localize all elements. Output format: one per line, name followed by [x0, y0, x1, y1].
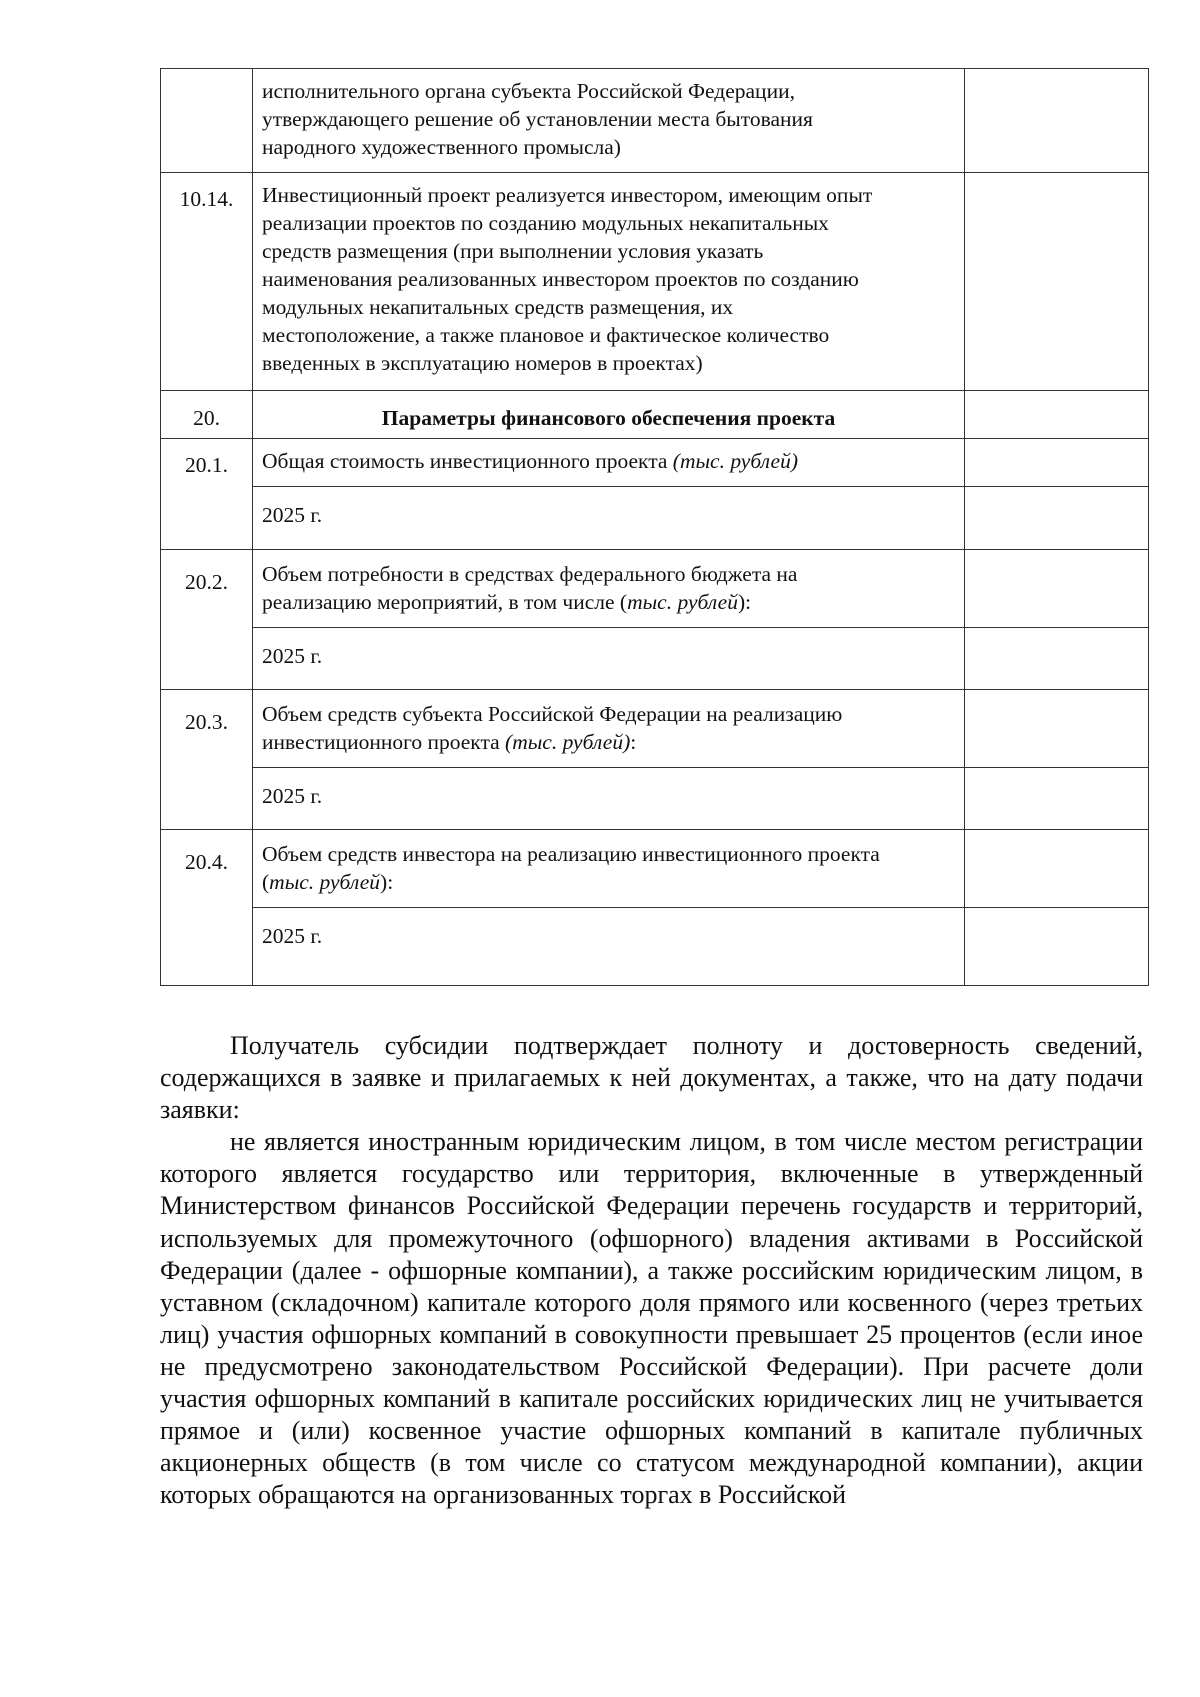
- row-description-cell: [253, 690, 965, 768]
- description-line: Объем средств инвестора на реализацию инвестиционного проекта: [262, 842, 880, 866]
- year-value-cell: [965, 908, 1149, 986]
- row-number-cell: [161, 69, 253, 173]
- row-description-cell: [253, 830, 965, 908]
- description-line: наименования реализованных инвестором проектов по созданию: [262, 267, 859, 291]
- row-number-cell: 20.4.: [161, 830, 253, 986]
- paragraph: не является иностранным юридическим лицом, в том числе местом регистрации которого является государство или территория, включенные в утвержденный Министерством финансов Российской Федерации перечень государств и территорий, используемых для промежуточного (офшорного) владения активами в Российской Федерации (далее - офшорные компании), а также российским юридическим лицом, в уставном (складочном) капитале которого доля прямого или косвенного (через третьих лиц) участия офшорных компаний в совокупности превышает 25 процентов (если иное не предусмотрено законодательством Российской Федерации). При расчете доли участия офшорных компаний в капитале российских юридических лиц не учитывается прямое и (или) косвенное участие офшорных компаний в капитале публичных акционерных обществ (в том числе со статусом международной компании), акции которых обращаются на организованных торгах в Российской: [160, 1127, 1143, 1510]
- table-section-row: [161, 391, 1149, 439]
- description-text: ):: [380, 870, 394, 894]
- section-value-cell: [965, 391, 1149, 439]
- row-value-cell: [965, 439, 1149, 487]
- year-label-cell: 2025 г.: [253, 908, 965, 986]
- row-value-cell: [965, 690, 1149, 768]
- row-number-cell: 10.14.: [161, 173, 253, 391]
- year-label-cell: 2025 г.: [253, 487, 965, 550]
- year-value-cell: [965, 768, 1149, 830]
- row-number-cell: 20.1.: [161, 439, 253, 550]
- row-description-cell: [253, 439, 965, 487]
- year-label-cell: 2025 г.: [253, 768, 965, 830]
- unit-text: (тыс. рублей): [505, 730, 631, 754]
- description-line: Объем средств субъекта Российской Федерации на реализацию: [262, 702, 843, 726]
- description-line: реализации проектов по созданию модульных некапитальных: [262, 211, 829, 235]
- row-value-cell: [965, 173, 1149, 391]
- description-text: Общая стоимость инвестиционного проекта: [262, 449, 673, 473]
- body-text: [160, 1030, 1143, 1511]
- section-title-cell: Параметры финансового обеспечения проекта: [253, 391, 965, 439]
- table-row-continuation: [161, 69, 1149, 173]
- description-text: (: [262, 870, 270, 894]
- table-row-20-4-year: [161, 908, 1149, 986]
- table-row-20-1: [161, 439, 1149, 487]
- table-row-10-14: [161, 173, 1149, 391]
- description-text: реализацию мероприятий, в том числе (: [262, 590, 628, 614]
- unit-text: тыс. рублей: [269, 870, 381, 894]
- description-line: [262, 868, 956, 896]
- paragraph: Получатель субсидии подтверждает полноту и достоверность сведений, содержащихся в заявке и прилагаемых к ней документах, а также, что на дату подачи заявки:: [160, 1031, 1143, 1125]
- unit-text: (тыс. рублей): [672, 449, 798, 473]
- description-line: утверждающего решение об установлении места бытования: [262, 107, 813, 131]
- row-value-cell: [965, 830, 1149, 908]
- row-number-cell: 20.2.: [161, 550, 253, 690]
- description-text: ):: [737, 590, 752, 614]
- table-row-20-3-year: [161, 768, 1149, 830]
- section-number-cell: 20.: [161, 391, 253, 439]
- description-line: [262, 728, 956, 756]
- year-value-cell: [965, 628, 1149, 690]
- table-row-20-4: [161, 830, 1149, 908]
- row-description-cell: [253, 550, 965, 628]
- description-line: народного художественного промысла): [262, 135, 621, 159]
- description-line: [262, 588, 956, 616]
- description-line: средств размещения (при выполнении условия указать: [262, 239, 764, 263]
- description-line: введенных в эксплуатацию номеров в проектах): [262, 351, 703, 375]
- description-line: местоположение, а также плановое и фактическое количество: [262, 323, 830, 347]
- row-description-cell: [253, 69, 965, 173]
- table-row-20-1-year: [161, 487, 1149, 550]
- description-text: инвестиционного проекта: [262, 730, 506, 754]
- table-row-20-3: [161, 690, 1149, 768]
- unit-text: тыс. рублей: [627, 590, 738, 614]
- description-line: модульных некапитальных средств размещения, их: [262, 295, 734, 319]
- application-table: [160, 68, 1149, 986]
- row-number-cell: 20.3.: [161, 690, 253, 830]
- description-line: Объем потребности в средствах федерального бюджета на: [262, 562, 798, 586]
- table-row-20-2: [161, 550, 1149, 628]
- row-value-cell: [965, 69, 1149, 173]
- description-text: :: [630, 730, 637, 754]
- description-line: исполнительного органа субъекта Российской Федерации,: [262, 79, 795, 103]
- table-row-20-2-year: [161, 628, 1149, 690]
- description-line: Инвестиционный проект реализуется инвестором, имеющим опыт: [262, 183, 873, 207]
- year-value-cell: [965, 487, 1149, 550]
- year-label-cell: 2025 г.: [253, 628, 965, 690]
- row-value-cell: [965, 550, 1149, 628]
- row-description-cell: [253, 173, 965, 391]
